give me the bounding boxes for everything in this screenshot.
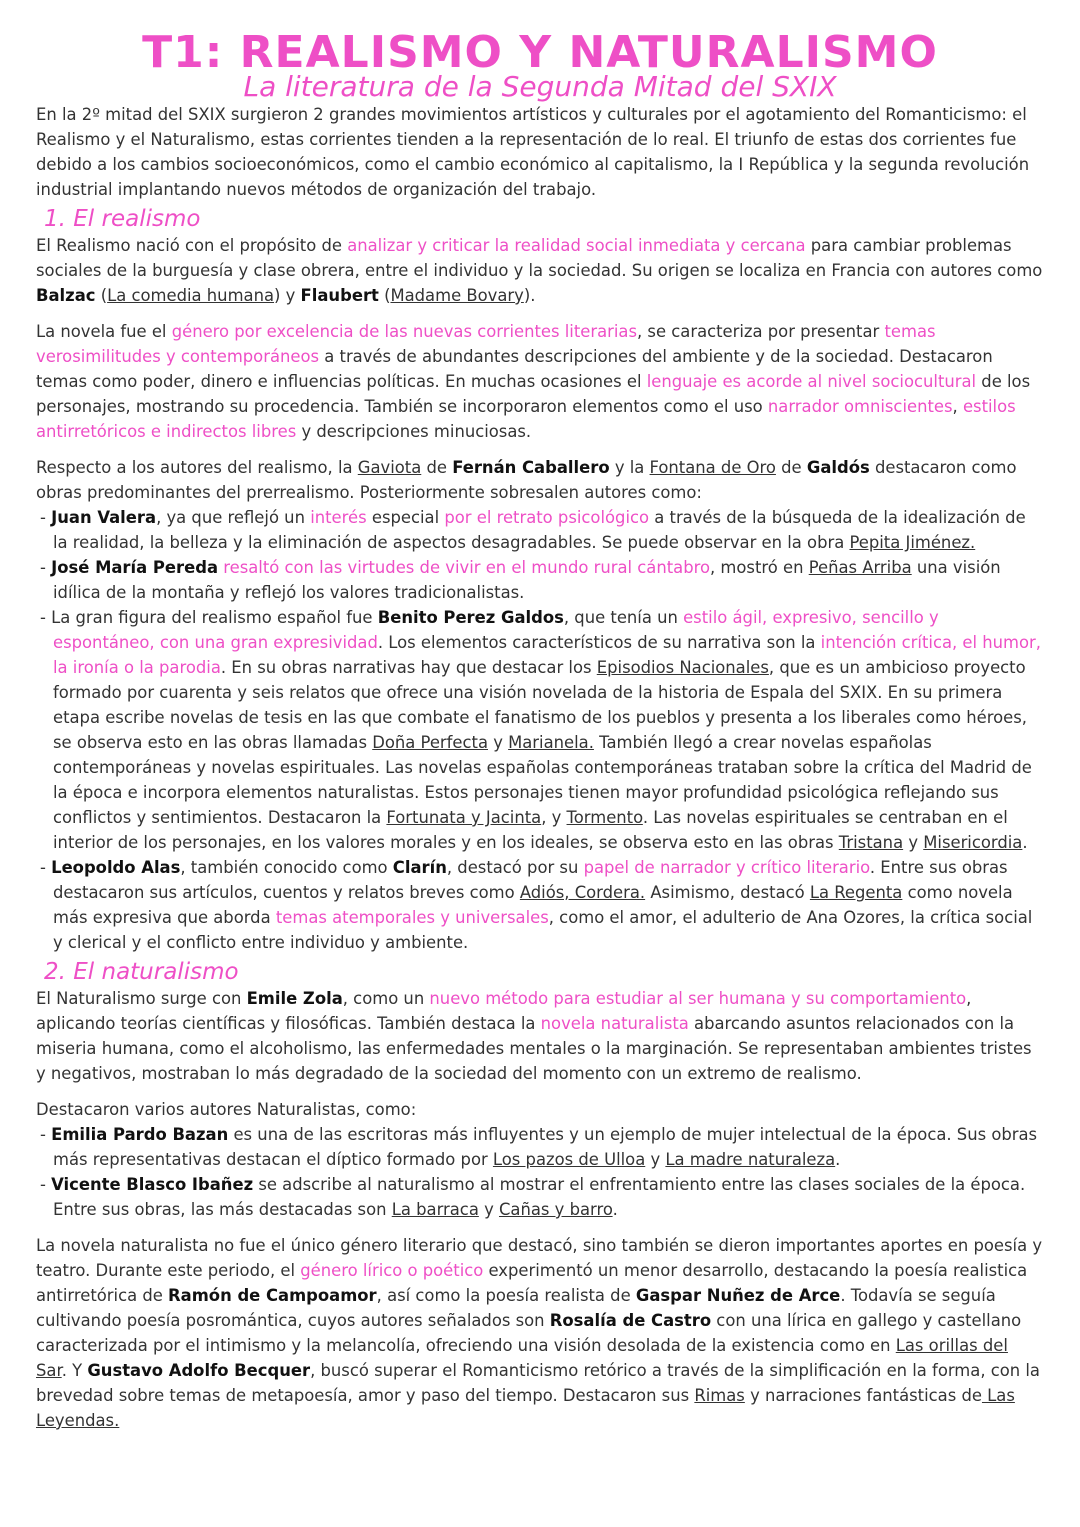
bold-name: Juan Valera <box>51 508 157 527</box>
text-run: de <box>421 458 453 477</box>
bold-name: José María Pereda <box>51 558 219 577</box>
highlight-text: nuevo método para estudiar al ser humana y su comportamiento <box>429 989 967 1008</box>
bold-name: Galdós <box>806 458 870 477</box>
bold-name: Gustavo Adolfo Becquer <box>87 1361 311 1380</box>
bold-name: Clarín <box>392 858 447 877</box>
text-run: y narraciones fantásticas de <box>744 1386 982 1405</box>
author-list-item <box>36 605 1044 855</box>
work-title: Cañas y barro <box>498 1200 613 1219</box>
text-run: . Todavía se seguía cultivando poesía posromántica, cuyos autores señalados son <box>36 1286 996 1330</box>
highlight-text: género por excelencia de las nuevas corrientes literarias <box>171 322 638 341</box>
work-title: Tristana <box>838 833 904 852</box>
text-run: especial <box>366 508 445 527</box>
text-run: , se caracteriza por presentar <box>637 322 885 341</box>
author-list-item <box>36 505 1044 555</box>
work-title: Tormento <box>566 808 643 827</box>
work-title: Marianela. <box>508 733 594 752</box>
text-run: , que tenía un <box>563 608 684 627</box>
work-title: Madame Bovary <box>390 286 524 305</box>
text-run: destacaron como obras predominantes del prerrealismo. Posteriormente sobresalen autores como: <box>36 458 1017 502</box>
text-run: . Entre sus obras destacaron sus artículos, cuentos y relatos breves como <box>53 858 1008 902</box>
bold-name: Flaubert <box>300 286 379 305</box>
text-run: para cambiar problemas sociales de la burguesía y clase obrera, entre el individuo y la sociedad. Su origen se localiza en Francia con autores como <box>36 236 1043 280</box>
text-run: y <box>903 833 924 852</box>
bold-name: Emilia Pardo Bazan <box>51 1125 229 1144</box>
text-run: , y <box>541 808 567 827</box>
bold-name: Vicente Blasco Ibañez <box>51 1175 254 1194</box>
work-title: Misericordia <box>923 833 1023 852</box>
text-run: También llegó a crear novelas españolas contemporáneas y novelas espirituales. Las novelas españolas contemporáneas trataban sobre la crítica del Madrid de la época e incorpora elementos naturalistas. Estos personajes tienen mayor profundidad psicológica reflejando sus conflictos y sentimientos. Destacaron la <box>53 733 1032 827</box>
text-run: y <box>478 1200 499 1219</box>
realismo-author-list <box>36 505 1044 955</box>
text-run: , destacó por su <box>446 858 584 877</box>
author-list-item <box>36 1122 1044 1172</box>
text-run: . <box>612 1200 618 1219</box>
bold-name: Emile Zola <box>246 989 343 1008</box>
text-run: Asimismo, destacó <box>645 883 810 902</box>
text-run: . Y <box>61 1361 88 1380</box>
text-run: La novela fue el <box>36 322 172 341</box>
work-title: Las Leyendas. <box>36 1386 1015 1430</box>
text-run: es una de las escritoras más influyentes y un ejemplo de mujer intelectual de la época. Sus obras más representativas destacan el díptico formado por <box>53 1125 1038 1169</box>
text-run: , ya que reflejó un <box>156 508 311 527</box>
text-run: , aplicando teorías científicas y filosóficas. También destaca la <box>36 989 972 1033</box>
work-title: Las orillas del Sar <box>36 1336 1008 1380</box>
text-run: , también conocido como <box>180 858 393 877</box>
work-title: Los pazos de Ulloa <box>492 1150 646 1169</box>
highlight-text: interés <box>310 508 367 527</box>
text-run: , mostró en <box>710 558 809 577</box>
realismo-paragraph-1 <box>36 233 1044 308</box>
text-run: Respecto a los autores del realismo, la <box>36 458 358 477</box>
work-title: Doña Perfecta <box>372 733 488 752</box>
work-title: Rimas <box>694 1386 745 1405</box>
naturalismo-paragraph-2 <box>36 1097 1044 1122</box>
text-run: . <box>1022 833 1028 852</box>
highlight-text: género lírico o poético <box>300 1261 484 1280</box>
text-run: y <box>645 1150 666 1169</box>
text-run: como novela más expresiva que aborda <box>53 883 1013 927</box>
author-list-item <box>36 855 1044 955</box>
highlight-text: por el retrato psicológico <box>444 508 650 527</box>
work-title: La Regenta <box>809 883 903 902</box>
text-run: ). <box>523 286 536 305</box>
bold-name: Fernán Caballero <box>452 458 610 477</box>
text-run: y la <box>609 458 650 477</box>
text-run: Destacaron varios autores Naturalistas, como: <box>36 1100 417 1119</box>
text-run: se adscribe al naturalismo al mostrar el enfrentamiento entre las clases sociales de la época. Entre sus obras, las más destacadas son <box>53 1175 1026 1219</box>
work-title: Gaviota <box>357 458 422 477</box>
highlight-text: papel de narrador y crítico literario <box>583 858 870 877</box>
text-run: a través de la búsqueda de la idealización de la realidad, la belleza y la eliminación de aspectos desagradables. Se puede observar en la obra <box>53 508 1026 552</box>
text-run: abarcando asuntos relacionados con la miseria humana, como el alcoholismo, las enfermedades mentales o la marginación. Se representaban ambientes tristes y negativos, mostraban lo más degradado de la sociedad del momento con un extremo de realismo. <box>36 1014 1032 1083</box>
text-run: . En su obras narrativas hay que destacar los <box>220 658 597 677</box>
highlight-text: temas verosimilitudes y contemporáneos <box>36 322 936 366</box>
realismo-paragraph-2 <box>36 319 1044 444</box>
naturalismo-paragraph-3 <box>36 1233 1044 1433</box>
realismo-paragraph-3 <box>36 455 1044 505</box>
author-list-item <box>36 555 1044 605</box>
text-run: ( <box>378 286 391 305</box>
naturalismo-author-list <box>36 1122 1044 1222</box>
work-title: Episodios Nacionales <box>596 658 769 677</box>
text-run: El Realismo nació con el propósito de <box>36 236 348 255</box>
work-title: Pepita Jiménez. <box>849 533 976 552</box>
work-title: Fontana de Oro <box>649 458 776 477</box>
bold-name: Gaspar Nuñez de Arce <box>635 1286 841 1305</box>
section-heading-naturalismo: 2. El naturalismo <box>44 959 239 985</box>
text-run: . Los elementos característicos de su narrativa son la <box>377 633 821 652</box>
bold-name: Balzac <box>36 286 96 305</box>
bold-name: Rosalía de Castro <box>549 1311 712 1330</box>
text-run: , buscó superar el Romanticismo retórico a través de la simplificación en la forma, con la brevedad sobre temas de metapoesía, amor y paso del tiempo. Destacaron sus <box>36 1361 1040 1405</box>
text-run: y <box>488 733 509 752</box>
text-run: con una lírica en gallego y castellano caracterizada por el intimismo y la melancolía, ofreciendo una visión desolada de la existencia como en <box>36 1311 1022 1355</box>
highlight-text: estilos antirretóricos e indirectos libres <box>36 397 1016 441</box>
page-subtitle: La literatura de la Segunda Mitad del SXIX <box>243 70 837 103</box>
text-run: , <box>952 397 963 416</box>
text-run: ) y <box>274 286 301 305</box>
text-run: ( <box>95 286 108 305</box>
naturalismo-paragraph-1 <box>36 986 1044 1086</box>
text-run: experimentó un menor desarrollo, destacando la poesía realistica antirretórica de <box>36 1261 1028 1305</box>
work-title: La barraca <box>391 1200 479 1219</box>
text-run: La gran figura del realismo español fue <box>51 608 378 627</box>
author-list-item <box>36 1172 1044 1222</box>
text-run: de <box>775 458 807 477</box>
bold-name: Benito Perez Galdos <box>377 608 564 627</box>
intro-paragraph: En la 2º mitad del SXIX surgieron 2 grandes movimientos artísticos y culturales por el agotamiento del Romanticismo: el Realismo y el Naturalismo, estas corrientes tienden a la representación de lo real. El triunfo de estas dos corrientes fue debido a los cambios socioeconómicos, como el cambio económico al capitalismo, la I República y la segunda revolución industrial implantando nuevos métodos de organización del trabajo. <box>36 105 1030 199</box>
work-title: Peñas Arriba <box>808 558 912 577</box>
highlight-text: resaltó con las virtudes de vivir en el mundo rural cántabro <box>223 558 711 577</box>
text-run: , así como la poesía realista de <box>376 1286 636 1305</box>
page-title: T1: REALISMO Y NATURALISMO <box>142 27 938 78</box>
highlight-text: lenguaje es acorde al nivel sociocultural <box>646 372 977 391</box>
work-title: La comedia humana <box>107 286 275 305</box>
text-run: , que es un ambicioso proyecto formado por cuarenta y seis relatos que ofrece una visión novelada de la historia de Espala del SXIX. En su primera etapa escribe novelas de tesis en las que combate el fanatismo de los pueblos y presenta a los liberales como héroes, se observa esto en las obras llamadas <box>53 658 1027 752</box>
highlight-text: temas atemporales y universales <box>275 908 549 927</box>
text-run: El Naturalismo surge con <box>36 989 247 1008</box>
text-run: . <box>835 1150 841 1169</box>
highlight-text: novela naturalista <box>540 1014 689 1033</box>
section-heading-realismo: 1. El realismo <box>44 206 201 232</box>
text-run: de los personajes, mostrando su procedencia. También se incorporaron elementos como el uso <box>36 372 1031 416</box>
text-run: , como el amor, el adulterio de Ana Ozores, la crítica social y clerical y el conflicto entre individuo y ambiente. <box>53 908 1033 952</box>
highlight-text: estilo ágil, expresivo, sencillo y espontáneo, con una gran expresividad <box>53 608 939 652</box>
highlight-text: narrador omniscientes <box>767 397 953 416</box>
text-run: una visión idílica de la montaña y reflejó los valores tradicionalistas. <box>53 558 1001 602</box>
text-run: La novela naturalista no fue el único género literario que destacó, sino también se dieron importantes aportes en poesía y teatro. Durante este periodo, el <box>36 1236 1043 1280</box>
work-title: Fortunata y Jacinta <box>386 808 542 827</box>
text-run: a través de abundantes descripciones del ambiente y de la sociedad. Destacaron temas como poder, dinero e influencias políticas. En muchas ocasiones el <box>36 347 993 391</box>
highlight-text: analizar y criticar la realidad social inmediata y cercana <box>347 236 806 255</box>
bold-name: Ramón de Campoamor <box>168 1286 377 1305</box>
text-run: . Las novelas espirituales se centraban en el interior de los personajes, en los valores morales y en los ideales, se observa esto en las obras <box>53 808 1008 852</box>
work-title: Adiós, Cordera. <box>519 883 646 902</box>
text-run: y descripciones minuciosas. <box>296 422 532 441</box>
work-title: La madre naturaleza <box>665 1150 836 1169</box>
bold-name: Leopoldo Alas <box>51 858 181 877</box>
highlight-text: intención crítica, el humor, la ironía o la parodia <box>53 633 1042 677</box>
text-run: , como un <box>342 989 430 1008</box>
